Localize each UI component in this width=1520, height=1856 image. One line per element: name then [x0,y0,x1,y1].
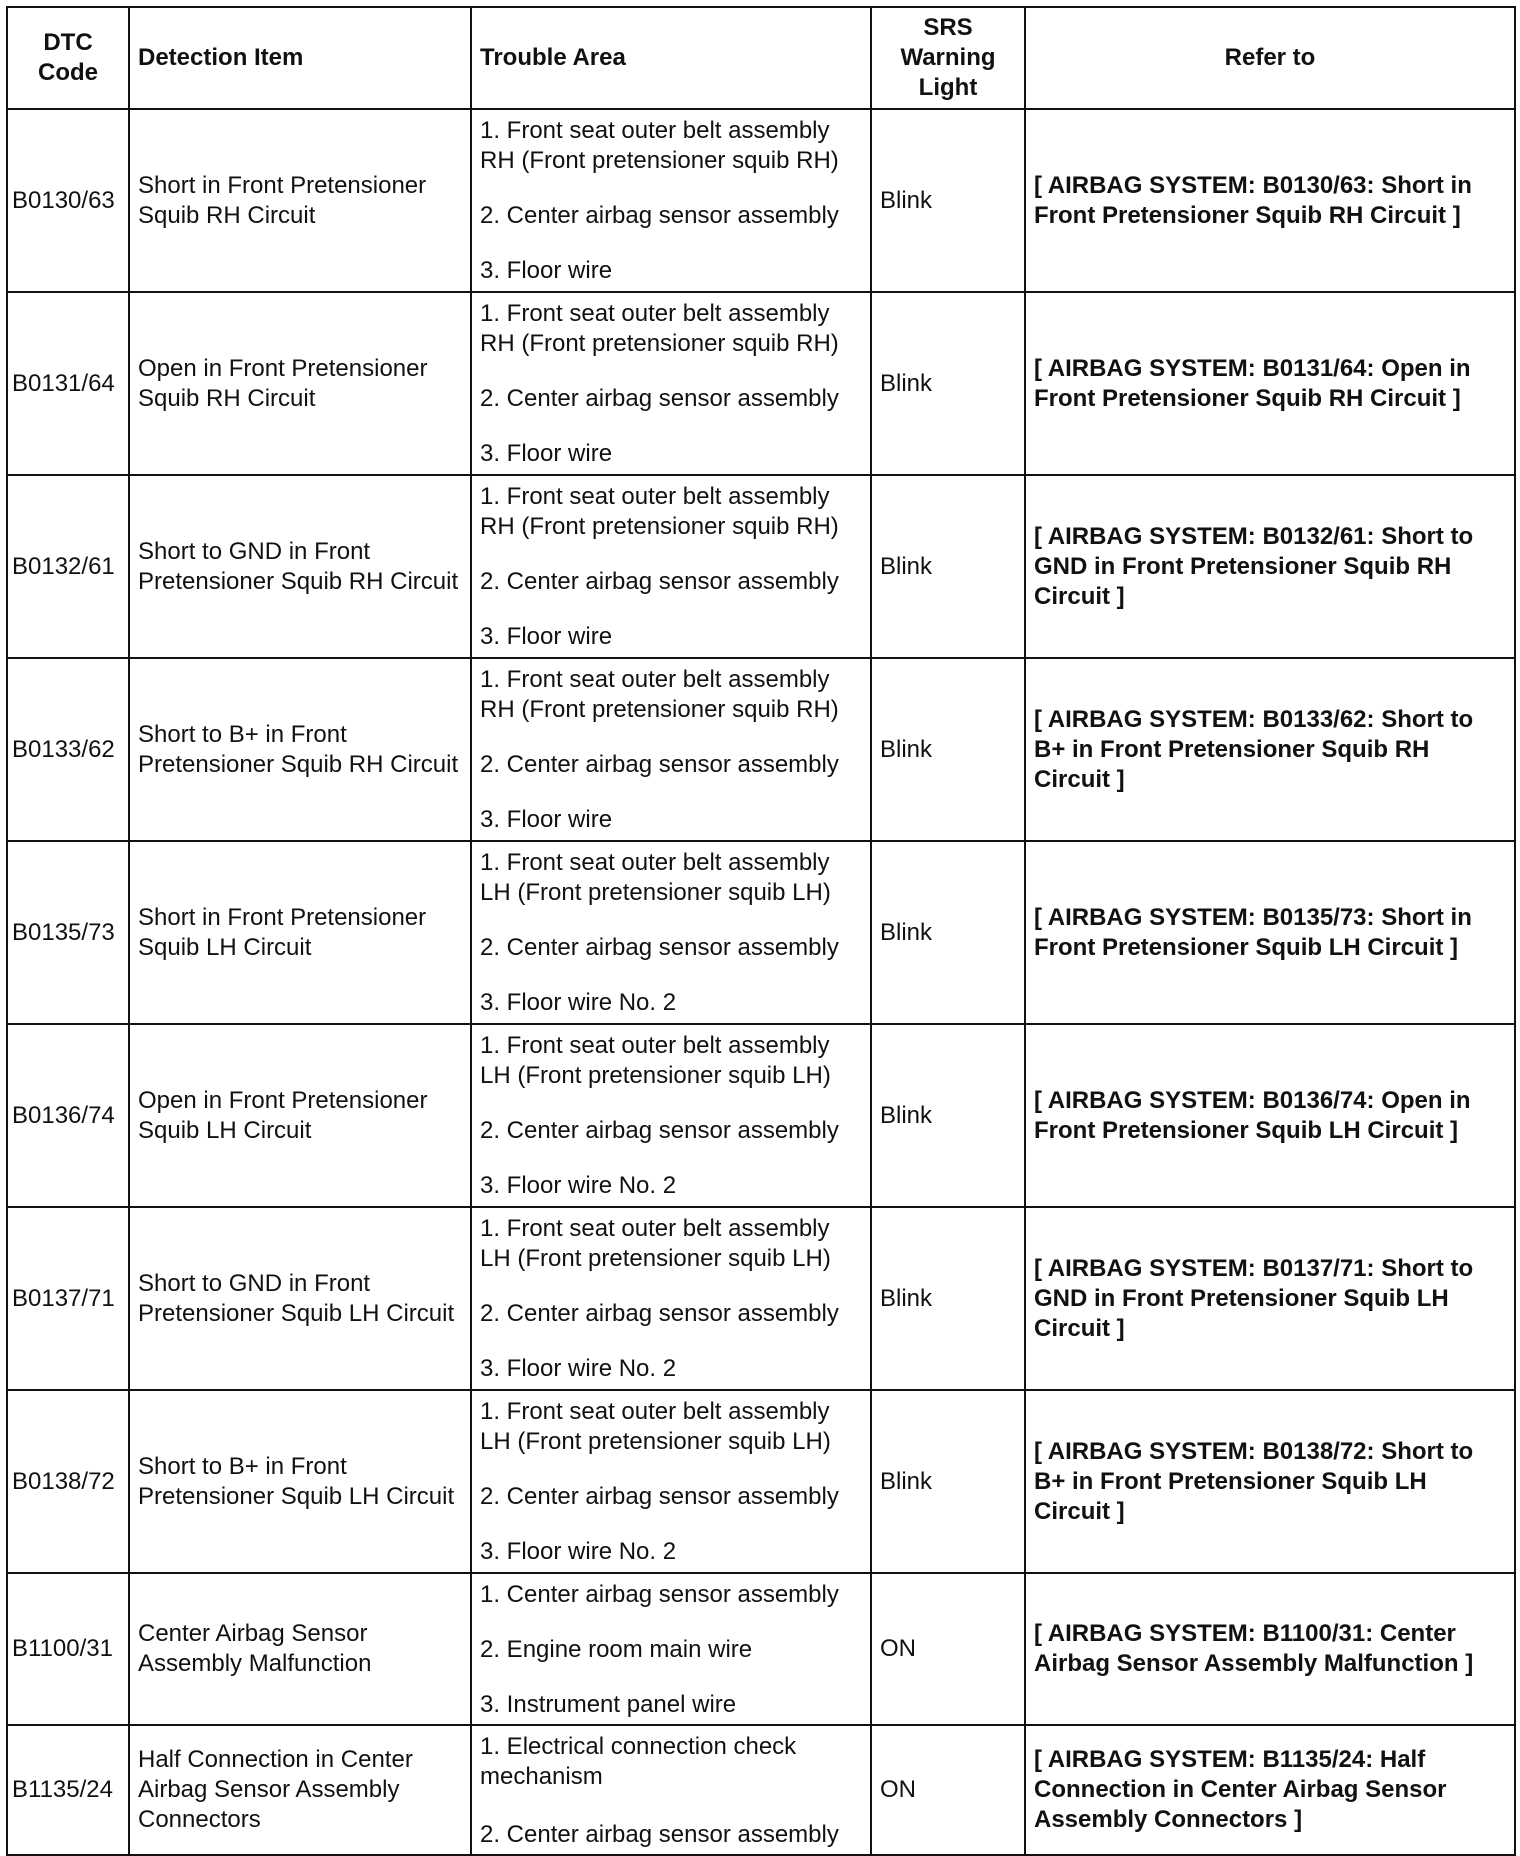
refer-to-link[interactable]: [ AIRBAG SYSTEM: B0130/63: Short in Front Pretensioner Squib RH Circuit ] [1025,109,1515,292]
trouble-area-list [480,110,862,288]
detection-item-cell: Open in Front Pretensioner Squib RH Circuit [129,292,471,475]
refer-to-link[interactable]: [ AIRBAG SYSTEM: B0132/61: Short to GND in Front Pretensioner Squib RH Circuit ] [1025,475,1515,658]
trouble-area-list [480,1025,862,1203]
detection-item-cell: Center Airbag Sensor Assembly Malfunction [129,1573,471,1725]
trouble-area-item: 1. Front seat outer belt assembly LH (Front pretensioner squib LH) [480,849,831,906]
detection-item-cell: Open in Front Pretensioner Squib LH Circuit [129,1024,471,1207]
trouble-area-item: 2. Center airbag sensor assembly [480,568,839,595]
trouble-area-cell [471,1390,871,1573]
trouble-area-item: 3. Floor wire [480,623,613,650]
trouble-area-item: 3. Floor wire No. 2 [480,1355,677,1382]
srs-warning-light-cell: Blink [871,109,1025,292]
header-trouble-area: Trouble Area [471,7,871,109]
trouble-area-cell [471,841,871,1024]
trouble-area-list [480,842,862,1020]
srs-warning-light-cell: Blink [871,1024,1025,1207]
detection-item-cell: Short in Front Pretensioner Squib LH Circuit [129,841,471,1024]
srs-warning-light-cell: ON [871,1725,1025,1855]
table-row [7,1573,1515,1725]
srs-warning-light-cell: Blink [871,1390,1025,1573]
trouble-area-item: 2. Engine room main wire [480,1636,753,1663]
table-header-row [7,7,1515,109]
trouble-area-cell [471,109,871,292]
dtc-code-cell: B0138/72 [7,1390,129,1573]
trouble-area-item: 1. Front seat outer belt assembly RH (Front pretensioner squib RH) [480,666,839,723]
srs-warning-light-cell: Blink [871,1207,1025,1390]
table-row [7,1725,1515,1855]
trouble-area-item: 2. Center airbag sensor assembly [480,1821,839,1848]
refer-to-link[interactable]: [ AIRBAG SYSTEM: B1100/31: Center Airbag Sensor Assembly Malfunction ] [1025,1573,1515,1725]
table-row [7,1390,1515,1573]
trouble-area-item: 1. Front seat outer belt assembly LH (Front pretensioner squib LH) [480,1032,831,1089]
trouble-area-cell [471,1573,871,1725]
trouble-area-item: 3. Floor wire No. 2 [480,1538,677,1565]
trouble-area-item: 1. Front seat outer belt assembly RH (Front pretensioner squib RH) [480,300,839,357]
detection-item-cell: Short in Front Pretensioner Squib RH Circuit [129,109,471,292]
trouble-area-cell [471,658,871,841]
trouble-area-item: 2. Center airbag sensor assembly [480,934,839,961]
srs-warning-light-cell: ON [871,1573,1025,1725]
table-row [7,475,1515,658]
srs-warning-light-cell: Blink [871,292,1025,475]
trouble-area-list [480,1208,862,1386]
srs-warning-light-cell: Blink [871,658,1025,841]
trouble-area-cell [471,1207,871,1390]
detection-item-cell: Short to B+ in Front Pretensioner Squib LH Circuit [129,1390,471,1573]
table-row [7,109,1515,292]
trouble-area-item: 1. Front seat outer belt assembly RH (Front pretensioner squib RH) [480,117,839,174]
trouble-area-list [480,1726,862,1852]
detection-item-cell: Short to GND in Front Pretensioner Squib RH Circuit [129,475,471,658]
refer-to-link[interactable]: [ AIRBAG SYSTEM: B0131/64: Open in Front Pretensioner Squib RH Circuit ] [1025,292,1515,475]
table-row [7,292,1515,475]
table-row [7,1207,1515,1390]
table-row [7,1024,1515,1207]
header-refer-to: Refer to [1025,7,1515,109]
trouble-area-list [480,1391,862,1569]
trouble-area-item: 3. Floor wire [480,257,613,284]
trouble-area-item: 2. Center airbag sensor assembly [480,751,839,778]
trouble-area-cell [471,1725,871,1855]
trouble-area-item: 1. Front seat outer belt assembly LH (Front pretensioner squib LH) [480,1215,831,1272]
trouble-area-item: 1. Front seat outer belt assembly LH (Front pretensioner squib LH) [480,1398,831,1455]
refer-to-link[interactable]: [ AIRBAG SYSTEM: B0136/74: Open in Front Pretensioner Squib LH Circuit ] [1025,1024,1515,1207]
trouble-area-item: 2. Center airbag sensor assembly [480,202,839,229]
trouble-area-item: 3. Floor wire [480,806,613,833]
refer-to-link[interactable]: [ AIRBAG SYSTEM: B1135/24: Half Connection in Center Airbag Sensor Assembly Connectors ] [1025,1725,1515,1855]
header-srs-warning-light: SRS Warning Light [871,7,1025,109]
trouble-area-cell [471,1024,871,1207]
trouble-area-item: 3. Instrument panel wire [480,1691,737,1718]
header-dtc-code: DTC Code [7,7,129,109]
table-row [7,658,1515,841]
trouble-area-item: 1. Front seat outer belt assembly RH (Front pretensioner squib RH) [480,483,839,540]
trouble-area-item: 2. Center airbag sensor assembly [480,1300,839,1327]
srs-warning-light-cell: Blink [871,841,1025,1024]
refer-to-link[interactable]: [ AIRBAG SYSTEM: B0135/73: Short in Front Pretensioner Squib LH Circuit ] [1025,841,1515,1024]
trouble-area-item: 2. Center airbag sensor assembly [480,1117,839,1144]
detection-item-cell: Short to GND in Front Pretensioner Squib LH Circuit [129,1207,471,1390]
refer-to-link[interactable]: [ AIRBAG SYSTEM: B0133/62: Short to B+ in Front Pretensioner Squib RH Circuit ] [1025,658,1515,841]
trouble-area-list [480,1574,862,1722]
dtc-code-cell: B0130/63 [7,109,129,292]
trouble-area-item: 2. Center airbag sensor assembly [480,1483,839,1510]
trouble-area-item: 1. Electrical connection check mechanism [480,1733,797,1790]
table-row [7,841,1515,1024]
trouble-area-item: 3. Floor wire [480,440,613,467]
trouble-area-cell [471,292,871,475]
refer-to-link[interactable]: [ AIRBAG SYSTEM: B0137/71: Short to GND in Front Pretensioner Squib LH Circuit ] [1025,1207,1515,1390]
dtc-code-cell: B0136/74 [7,1024,129,1207]
trouble-area-item: 2. Center airbag sensor assembly [480,385,839,412]
trouble-area-item: 3. Floor wire No. 2 [480,1172,677,1199]
srs-warning-light-cell: Blink [871,475,1025,658]
trouble-area-item: 3. Floor wire No. 2 [480,989,677,1016]
dtc-code-cell: B0137/71 [7,1207,129,1390]
dtc-table [6,6,1516,1856]
dtc-code-cell: B0133/62 [7,658,129,841]
dtc-code-cell: B1135/24 [7,1725,129,1855]
trouble-area-list [480,659,862,837]
trouble-area-list [480,293,862,471]
trouble-area-item: 1. Center airbag sensor assembly [480,1581,839,1608]
detection-item-cell: Half Connection in Center Airbag Sensor Assembly Connectors [129,1725,471,1855]
header-detection-item: Detection Item [129,7,471,109]
detection-item-cell: Short to B+ in Front Pretensioner Squib RH Circuit [129,658,471,841]
trouble-area-list [480,476,862,654]
dtc-code-cell: B0132/61 [7,475,129,658]
dtc-code-cell: B0131/64 [7,292,129,475]
dtc-code-cell: B1100/31 [7,1573,129,1725]
trouble-area-cell [471,475,871,658]
refer-to-link[interactable]: [ AIRBAG SYSTEM: B0138/72: Short to B+ in Front Pretensioner Squib LH Circuit ] [1025,1390,1515,1573]
dtc-code-cell: B0135/73 [7,841,129,1024]
